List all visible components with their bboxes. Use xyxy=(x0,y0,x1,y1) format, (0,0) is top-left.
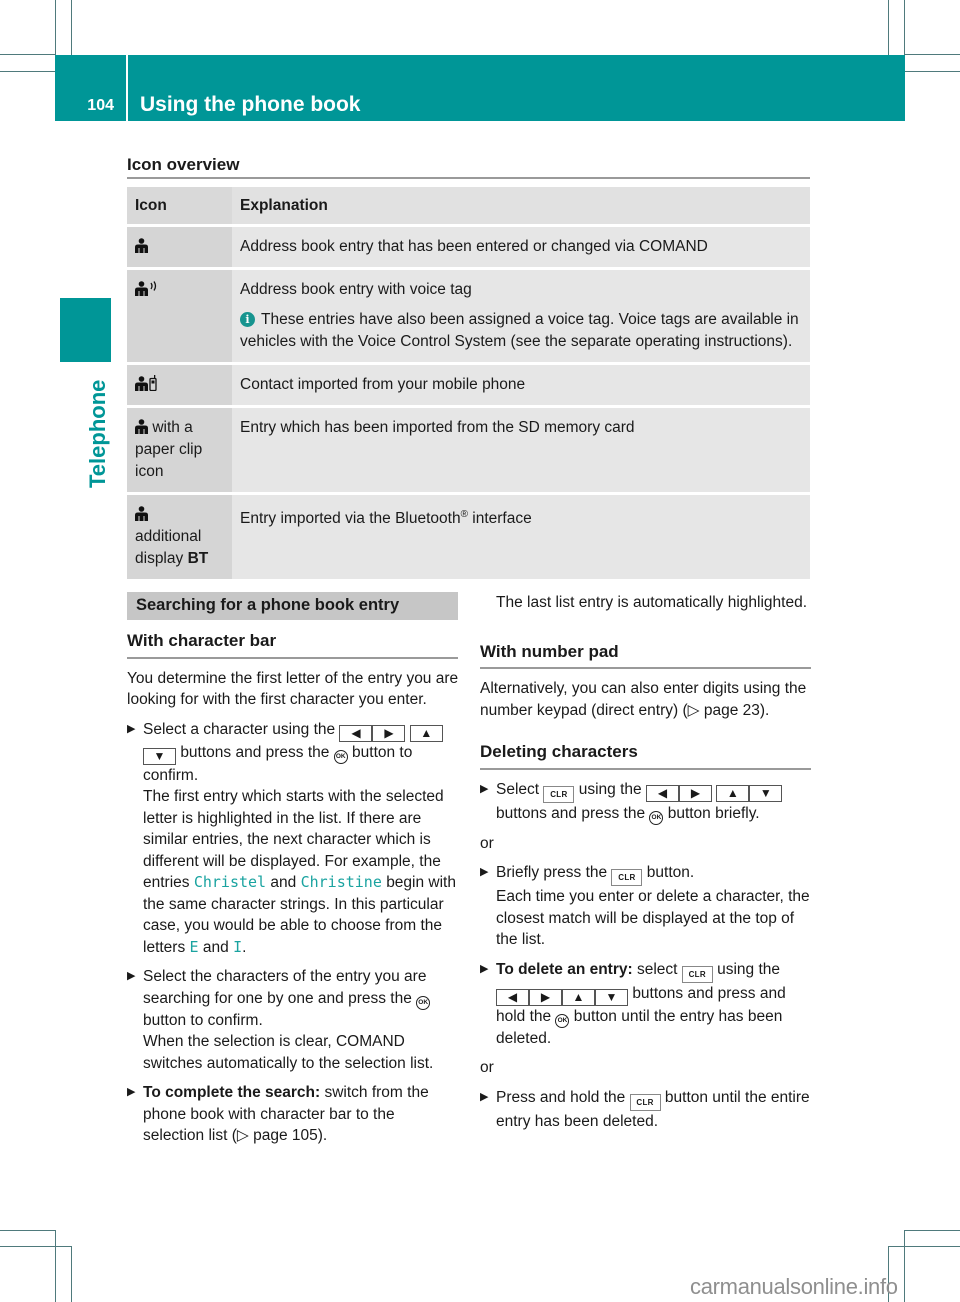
right-key-icon: ▶ xyxy=(679,785,712,802)
step-text: Select the characters of the entry you are searching for one by one and press the xyxy=(143,968,427,1007)
up-key-icon: ▲ xyxy=(410,725,443,742)
step-text: button to confirm. xyxy=(143,743,413,784)
instruction-step xyxy=(127,719,460,959)
step-detail: and xyxy=(270,874,297,891)
crop-mark xyxy=(888,0,889,55)
section-title-icon-overview: Icon overview xyxy=(127,155,240,174)
explanation-text: interface xyxy=(467,510,532,528)
instruction-step xyxy=(480,862,813,951)
step-text: buttons and press the xyxy=(496,804,646,822)
subsection-title-character-bar: With character bar xyxy=(127,631,277,650)
bullet-arrow-icon: ▶ xyxy=(127,970,136,982)
up-key-icon: ▲ xyxy=(562,989,595,1006)
person-icon xyxy=(135,238,148,253)
ok-button-icon: OK xyxy=(334,750,348,764)
step-text: select xyxy=(636,960,678,978)
ok-button-icon: OK xyxy=(416,996,430,1010)
instruction-step xyxy=(480,779,813,825)
crop-mark xyxy=(0,54,55,55)
step-detail: and xyxy=(202,938,229,956)
section-rule xyxy=(127,657,458,659)
left-key-icon: ◀ xyxy=(339,725,372,742)
page-title: Using the phone book xyxy=(140,93,361,116)
or-separator: or xyxy=(480,1059,494,1076)
section-banner-searching: Searching for a phone book entry xyxy=(127,592,458,620)
crop-mark xyxy=(0,71,55,72)
mobile-phone-icon xyxy=(149,375,157,391)
ok-button-icon: OK xyxy=(555,1014,569,1028)
left-key-icon: ◀ xyxy=(646,785,679,802)
crop-mark xyxy=(905,54,960,55)
crop-mark xyxy=(905,1230,960,1231)
step-text: button briefly. xyxy=(667,804,760,822)
clr-key-icon: CLR xyxy=(682,966,713,983)
crop-mark xyxy=(71,0,72,55)
explanation-text: Entry imported via the Bluetooth xyxy=(240,510,461,528)
down-key-icon: ▼ xyxy=(143,748,176,765)
subsection-title-number-pad: With number pad xyxy=(480,641,619,661)
intro-text: You determine the first letter of the entry you are looking for with the first character you enter. xyxy=(127,669,459,708)
up-key-icon: ▲ xyxy=(716,785,749,802)
person-icon xyxy=(135,281,148,296)
info-note xyxy=(240,309,802,353)
section-rule xyxy=(480,768,811,770)
instruction-step xyxy=(127,1082,460,1147)
icon-description-bold: BT xyxy=(187,550,209,567)
registered-mark: ® xyxy=(460,509,468,520)
page-number: 104 xyxy=(87,97,114,114)
subsection-title-deleting: Deleting characters xyxy=(480,742,638,761)
person-icon xyxy=(135,419,148,434)
table-row xyxy=(127,364,810,407)
example-entry: Christel xyxy=(193,873,267,891)
chapter-tab-label: Telephone xyxy=(85,379,110,488)
watermark: carmanualsonline.info xyxy=(690,1274,898,1299)
explanation-cell: Address book entry that has been entered or changed via COMAND xyxy=(232,226,810,269)
clr-key-icon: CLR xyxy=(543,786,574,803)
voice-tag-icon xyxy=(149,280,159,292)
step-label: To complete the search: xyxy=(143,1084,321,1101)
step-detail: begin with the same character strings. In this particular case, you would be able to choose from the letters xyxy=(143,874,456,956)
step-text: using the xyxy=(717,960,781,978)
explanation-cell: Entry which has been imported from the SD memory card xyxy=(232,407,810,494)
number-pad-text: Alternatively, you can also enter digits using the number keypad (direct entry) (▷ page 23). xyxy=(480,680,807,719)
icon-cell xyxy=(127,226,232,269)
step-text: button until the entry has been deleted. xyxy=(496,1007,783,1047)
step-text: buttons and press and hold the xyxy=(496,984,786,1025)
step-text: Select a character using the xyxy=(143,720,336,738)
table-row xyxy=(127,226,810,269)
step-detail: The last list entry is automatically highlighted. xyxy=(496,594,808,611)
bullet-arrow-icon: ▶ xyxy=(480,782,489,795)
left-key-icon: ◀ xyxy=(496,989,529,1006)
explanation-cell xyxy=(232,269,810,364)
step-text: buttons and press the xyxy=(180,743,330,761)
crop-mark xyxy=(55,0,56,55)
bullet-arrow-icon: ▶ xyxy=(480,866,489,878)
instruction-step xyxy=(480,959,813,1050)
icon-cell xyxy=(127,269,232,364)
bullet-arrow-icon: ▶ xyxy=(480,1090,489,1103)
explanation-cell xyxy=(232,494,810,581)
right-key-icon: ▶ xyxy=(372,725,405,742)
step-text: button to confirm. xyxy=(143,1011,263,1029)
step-text: switch from the phone book with character bar to the selection list (▷ page 105). xyxy=(143,1084,429,1144)
section-rule xyxy=(127,177,810,179)
table-row xyxy=(127,407,810,494)
clr-key-icon: CLR xyxy=(611,869,642,886)
person-icon xyxy=(135,376,148,391)
step-text: Press and hold the xyxy=(496,1088,626,1106)
explanation-text: Address book entry with voice tag xyxy=(240,281,472,298)
person-icon xyxy=(135,506,148,521)
ok-button-icon: OK xyxy=(649,811,663,825)
crop-mark xyxy=(905,71,960,72)
step-label: To delete an entry: xyxy=(496,960,633,978)
step-detail: When the selection is clear, COMAND switches automatically to the selection list. xyxy=(143,1033,434,1072)
step-detail: The first entry which starts with the selected letter is highlighted in the list. If there are similar entries, the next character which is different will be displayed. For example, the entries xyxy=(143,788,444,891)
table-row xyxy=(127,269,810,364)
column-header-explanation: Explanation xyxy=(232,187,810,226)
bullet-arrow-icon: ▶ xyxy=(127,1086,136,1098)
column-header-icon: Icon xyxy=(127,187,232,226)
info-note-text: These entries have also been assigned a voice tag. Voice tags are available in vehicles with the Voice Control System (see the separate operating instructions). xyxy=(240,311,799,350)
instruction-step xyxy=(480,1087,813,1133)
example-entry: Christine xyxy=(300,873,382,891)
right-key-icon: ▶ xyxy=(529,989,562,1006)
example-letter: E xyxy=(189,937,199,956)
icon-description: additional display xyxy=(135,528,202,567)
table-row xyxy=(127,494,810,581)
icon-cell xyxy=(127,494,232,581)
clr-key-icon: CLR xyxy=(630,1094,661,1111)
bullet-arrow-icon: ▶ xyxy=(127,722,136,735)
example-letter: I xyxy=(233,937,243,956)
crop-mark xyxy=(0,1246,71,1247)
left-column xyxy=(127,630,460,1155)
section-rule xyxy=(480,667,811,669)
step-text: Select xyxy=(496,780,540,798)
explanation-cell: Contact imported from your mobile phone xyxy=(232,364,810,407)
icon-overview-table xyxy=(127,187,810,582)
icon-cell xyxy=(127,407,232,494)
right-column xyxy=(480,592,813,1140)
icon-cell xyxy=(127,364,232,407)
step-text: button until the entire entry has been deleted. xyxy=(496,1088,810,1130)
step-text: using the xyxy=(578,780,642,798)
crop-mark xyxy=(0,1230,55,1231)
down-key-icon: ▼ xyxy=(595,989,628,1006)
crop-mark xyxy=(71,1246,72,1302)
step-detail: Each time you enter or delete a character, the closest match will be displayed at the top of the list. xyxy=(496,888,810,948)
page-number-box xyxy=(55,55,126,121)
or-separator: or xyxy=(480,834,494,852)
bullet-arrow-icon: ▶ xyxy=(480,962,489,975)
page-header xyxy=(128,55,905,121)
step-detail: . xyxy=(242,938,247,956)
crop-mark xyxy=(904,1230,905,1302)
chapter-tab-marker xyxy=(60,298,111,362)
step-text: Briefly press the xyxy=(496,864,608,881)
crop-mark xyxy=(888,1246,960,1247)
info-icon: i xyxy=(240,312,255,327)
step-text: button. xyxy=(646,864,695,881)
icon-description: with a paper clip icon xyxy=(135,419,203,480)
table-header-row xyxy=(127,187,810,226)
down-key-icon: ▼ xyxy=(749,785,782,802)
instruction-step xyxy=(127,966,460,1074)
crop-mark xyxy=(55,1230,56,1302)
